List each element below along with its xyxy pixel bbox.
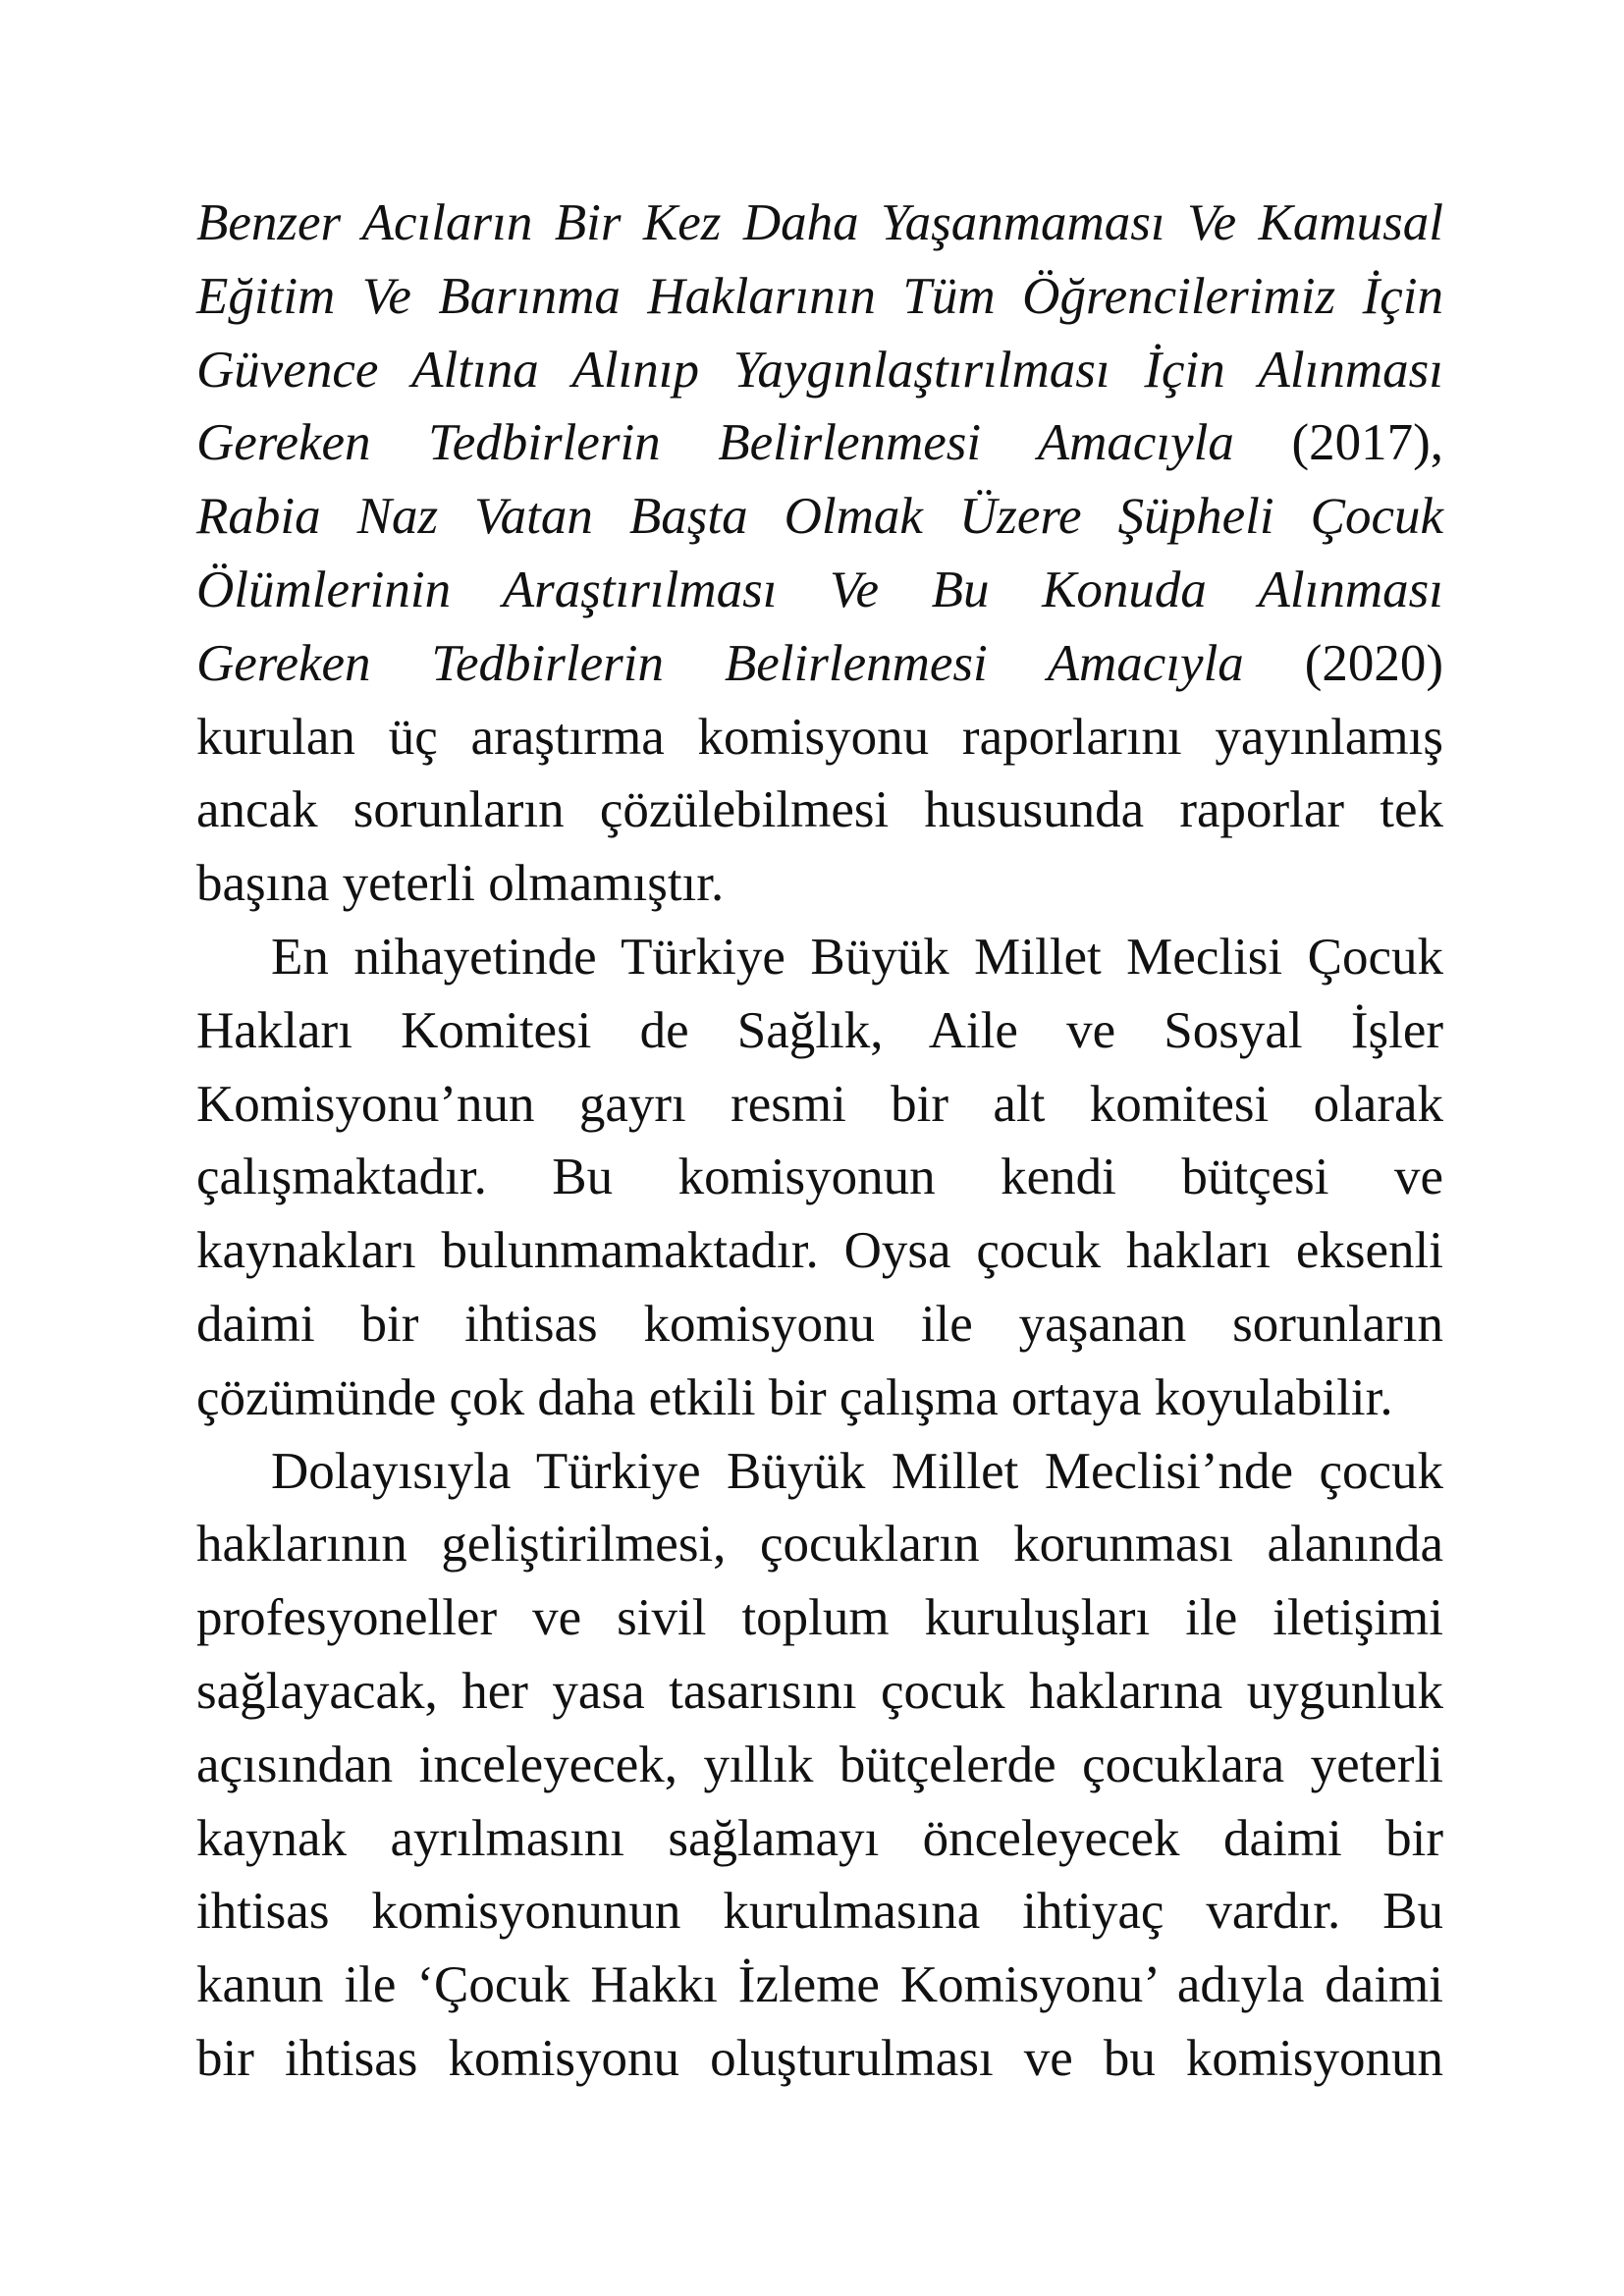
text-segment: Dolayısıyla Türkiye Büyük Millet Meclisi’nde çocuk bbox=[271, 1442, 1443, 1500]
text-line bbox=[196, 1875, 1443, 1949]
text-line bbox=[196, 406, 1443, 480]
text-line bbox=[196, 1729, 1443, 1802]
document-page bbox=[196, 187, 1443, 2096]
italic-text: Gereken Tedbirlerin Belirlenmesi Amacıyla bbox=[196, 414, 1234, 472]
text-line bbox=[196, 554, 1443, 627]
text-segment: (2017), bbox=[1233, 414, 1443, 472]
text-line bbox=[196, 627, 1443, 701]
italic-text: Rabia Naz Vatan Başta Olmak Üzere Şüpheli Çocuk bbox=[196, 488, 1443, 546]
text-segment: daimi bir ihtisas komisyonu ile yaşanan sorunların bbox=[196, 1295, 1443, 1353]
paragraph-3 bbox=[196, 1435, 1443, 2096]
text-segment: açısından inceleyecek, yıllık bütçelerde çocuklara yeterli bbox=[196, 1735, 1443, 1793]
text-segment: kurulan üç araştırma komisyonu raporlarını yayınlamış bbox=[196, 708, 1443, 766]
text-segment: bir ihtisas komisyonu oluşturulması ve bu komisyonun bbox=[196, 2029, 1443, 2087]
text-segment: kaynakları bulunmamaktadır. Oysa çocuk hakları eksenli bbox=[196, 1222, 1443, 1280]
text-line bbox=[196, 847, 1443, 921]
text-segment: ihtisas komisyonunun kurulmasına ihtiyaç vardır. Bu bbox=[196, 1883, 1443, 1941]
text-segment: Hakları Komitesi de Sağlık, Aile ve Sosyal İşler bbox=[196, 1001, 1443, 1059]
text-line bbox=[196, 480, 1443, 554]
text-segment: çözümünde çok daha etkili bir çalışma ortaya koyulabilir. bbox=[196, 1368, 1393, 1426]
text-line bbox=[196, 1435, 1443, 1509]
text-line bbox=[196, 774, 1443, 847]
text-line bbox=[196, 1068, 1443, 1142]
text-segment: sağlayacak, her yasa tasarısını çocuk haklarına uygunluk bbox=[196, 1662, 1443, 1720]
text-line bbox=[196, 1802, 1443, 1876]
text-segment: En nihayetinde Türkiye Büyük Millet Meclisi Çocuk bbox=[271, 928, 1443, 986]
text-line bbox=[196, 2022, 1443, 2096]
text-line bbox=[196, 994, 1443, 1068]
text-line bbox=[196, 1508, 1443, 1581]
text-line bbox=[196, 334, 1443, 407]
text-line bbox=[196, 1655, 1443, 1729]
italic-text: Benzer Acıların Bir Kez Daha Yaşanmaması Ve Kamusal bbox=[196, 194, 1443, 251]
text-line bbox=[196, 1362, 1443, 1435]
text-segment: başına yeterli olmamıştır. bbox=[196, 855, 725, 913]
text-line bbox=[196, 921, 1443, 994]
text-segment: ancak sorunların çözülebilmesi hususunda raporlar tek bbox=[196, 781, 1443, 839]
paragraph-2 bbox=[196, 921, 1443, 1435]
italic-text: Gereken Tedbirlerin Belirlenmesi Amacıyla bbox=[196, 634, 1244, 692]
text-line bbox=[196, 1214, 1443, 1288]
paragraph-1 bbox=[196, 187, 1443, 921]
text-segment: profesyoneller ve sivil toplum kuruluşları ile iletişimi bbox=[196, 1589, 1443, 1647]
text-line bbox=[196, 187, 1443, 260]
text-line bbox=[196, 1581, 1443, 1655]
italic-text: Ölümlerinin Araştırılması Ve Bu Konuda Alınması bbox=[196, 561, 1443, 618]
text-segment: çalışmaktadır. Bu komisyonun kendi bütçesi ve bbox=[196, 1148, 1443, 1206]
text-segment: (2020) bbox=[1243, 634, 1443, 692]
text-line bbox=[196, 1141, 1443, 1214]
text-line bbox=[196, 1949, 1443, 2022]
text-segment: haklarının geliştirilmesi, çocukların korunması alanında bbox=[196, 1516, 1443, 1574]
text-line bbox=[196, 701, 1443, 774]
text-line bbox=[196, 1288, 1443, 1362]
text-line bbox=[196, 260, 1443, 334]
text-segment: kaynak ayrılmasını sağlamayı önceleyecek daimi bir bbox=[196, 1809, 1443, 1867]
text-segment: Komisyonu’nun gayrı resmi bir alt komitesi olarak bbox=[196, 1075, 1443, 1133]
italic-text: Eğitim Ve Barınma Haklarının Tüm Öğrencilerimiz İçin bbox=[196, 267, 1443, 325]
italic-text: Güvence Altına Alınıp Yaygınlaştırılması İçin Alınması bbox=[196, 341, 1443, 399]
text-segment: kanun ile ‘Çocuk Hakkı İzleme Komisyonu’ adıyla daimi bbox=[196, 1956, 1443, 2014]
